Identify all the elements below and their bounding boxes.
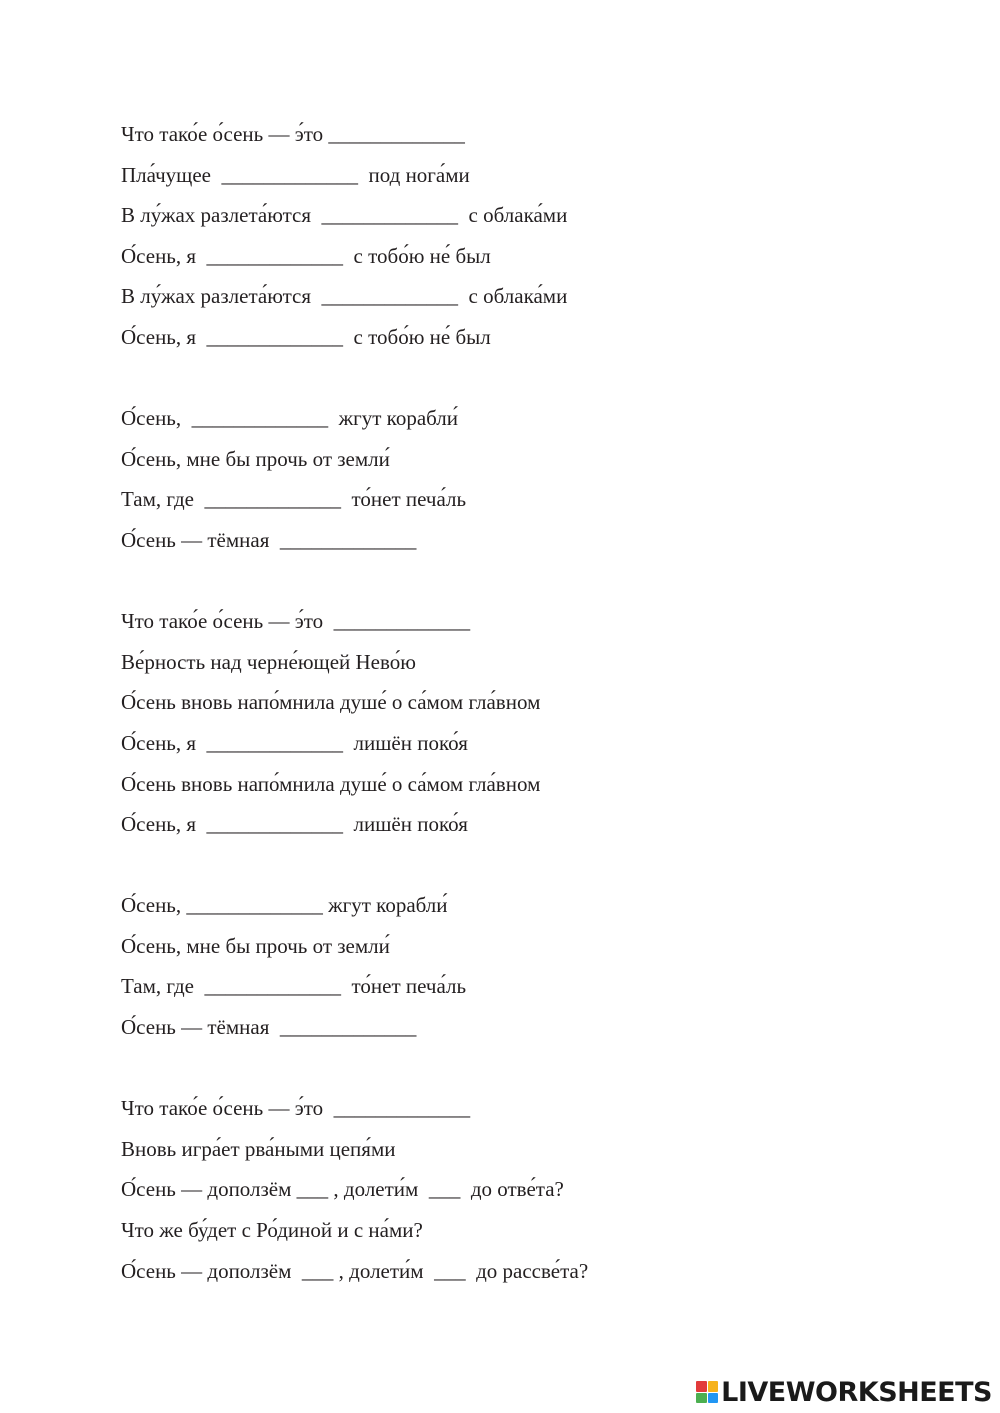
stanza-gap: [121, 561, 881, 602]
stanza-gap: [121, 845, 881, 886]
lyric-line: Что тако́е о́сень — э́то _____________: [121, 122, 465, 146]
lyric-line: О́сень — доползём ___ , долети́м ___ до отве́та?: [121, 1177, 564, 1202]
lyric-line: О́сень — тёмная _____________: [121, 1015, 417, 1040]
logo-square-blue: [708, 1393, 719, 1404]
logo-square-red: [696, 1381, 707, 1392]
lyric-line: Вновь игра́ет рва́ными цепя́ми: [121, 1136, 396, 1161]
liveworksheets-footer: [696, 1377, 992, 1407]
stanza-gap: [121, 358, 881, 399]
lyric-line: О́сень — тёмная _____________: [121, 527, 417, 552]
lyric-line: Что же бу́дет с Ро́диной и с на́ми?: [121, 1218, 423, 1243]
brand-name: LIVEWORKSHEETS: [721, 1376, 992, 1408]
logo-square-yellow: [708, 1381, 719, 1392]
lyric-line: О́сень, _____________ жгут корабли́: [121, 406, 459, 431]
liveworksheets-logo-icon: [696, 1381, 718, 1403]
lyric-line: О́сень, я _____________ лишён поко́я: [121, 730, 468, 755]
lyric-line: О́сень, я _____________ с тобо́ю не́ был: [121, 324, 491, 349]
lyric-line: Там, где _____________ то́нет печа́ль: [121, 487, 467, 512]
lyric-line: Там, где _____________ то́нет печа́ль: [121, 974, 467, 999]
lyric-line: О́сень, _____________ жгут корабли́: [121, 893, 448, 918]
lyric-line: О́сень, мне бы прочь от земли́: [121, 446, 390, 471]
lyric-line: В лу́жах разлета́ются _____________ с облака́ми: [121, 284, 568, 309]
lyric-line: Что тако́е о́сень — э́то _____________: [121, 609, 471, 634]
lyric-line: О́сень, я _____________ лишён поко́я: [121, 812, 468, 837]
worksheet-lyrics: [121, 114, 881, 1291]
lyric-line: Пла́чущее _____________ под нога́ми: [121, 162, 470, 187]
lyric-line: В лу́жах разлета́ются _____________ с облака́ми: [121, 203, 568, 228]
lyric-line: О́сень вновь напо́мнила душе́ о са́мом гла́вном: [121, 690, 541, 715]
lyric-line: О́сень вновь напо́мнила душе́ о са́мом гла́вном: [121, 771, 541, 796]
lyric-line: Ве́рность над черне́ющей Нево́ю: [121, 649, 416, 674]
logo-square-green: [696, 1393, 707, 1404]
lyric-line: О́сень — доползём ___ , долети́м ___ до рассве́та?: [121, 1258, 589, 1283]
stanza-gap: [121, 1048, 881, 1089]
lyric-line: О́сень, я _____________ с тобо́ю не́ был: [121, 243, 491, 268]
lyric-line: Что тако́е о́сень — э́то _____________: [121, 1096, 471, 1121]
lyric-line: О́сень, мне бы прочь от земли́: [121, 933, 390, 958]
